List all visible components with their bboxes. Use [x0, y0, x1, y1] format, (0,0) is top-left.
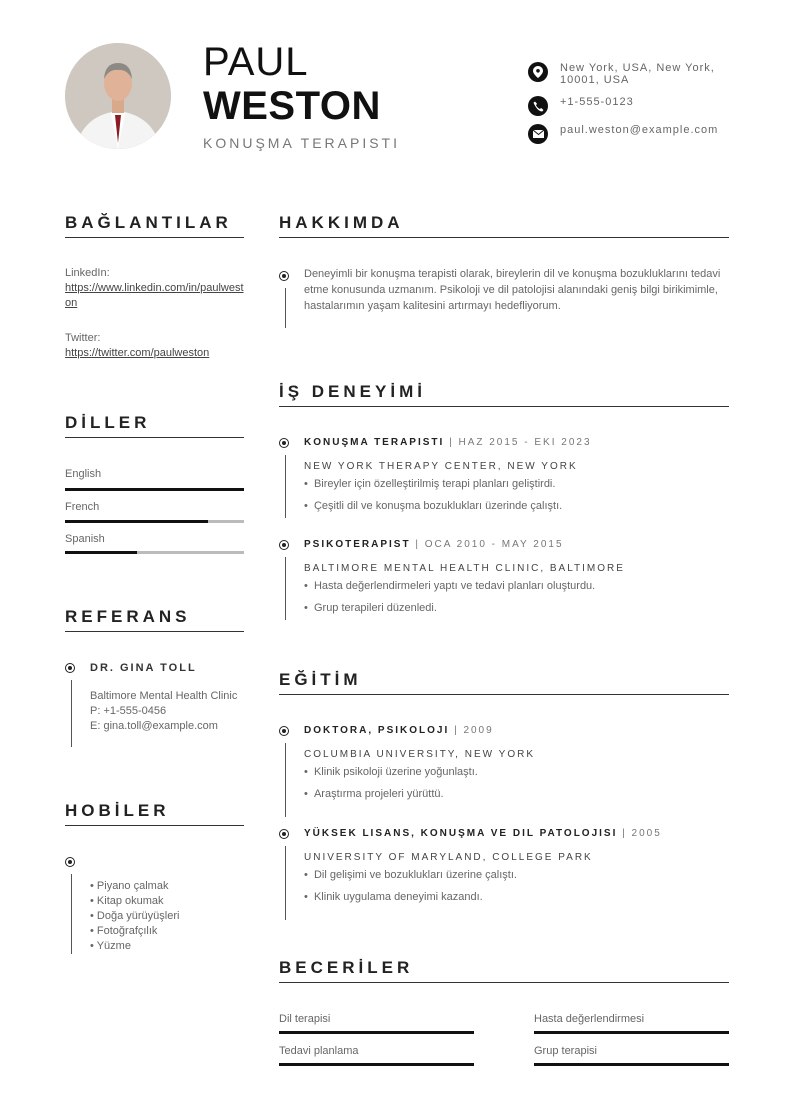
education-degree: YÜKSEK LISANS, KONUŞMA VE DIL PATOLOJISI [304, 828, 618, 839]
language-name: English [65, 468, 102, 480]
education-bullet: • Klinik uygulama deneyimi kazandı. [304, 891, 483, 903]
job-title-text: KONUŞMA TERAPISTI [304, 437, 445, 448]
twitter-link[interactable]: https://twitter.com/paulweston [65, 347, 210, 359]
education-title-row [304, 828, 662, 839]
contact-phone-text: +1-555-0123 [560, 96, 634, 108]
phone-icon [528, 96, 548, 116]
timeline-marker [279, 829, 289, 839]
education-bullet: • Klinik psikoloji üzerine yoğunlaştı. [304, 766, 478, 778]
skill-bar [534, 1063, 729, 1066]
skill-name: Tedavi planlama [279, 1045, 359, 1057]
education-bullet-text: Klinik uygulama deneyimi kazandı. [313, 891, 483, 903]
education-school: UNIVERSITY OF MARYLAND, COLLEGE PARK [304, 852, 593, 863]
job-bullet: • Hasta değerlendirmeleri yaptı ve tedavi planları oluşturdu. [304, 580, 596, 592]
twitter-label: Twitter: [65, 332, 101, 344]
hobbies-rule [65, 825, 244, 826]
hobby-item: • Doğa yürüyüşleri [90, 910, 180, 922]
timeline-line [71, 874, 72, 954]
language-bar-track [65, 520, 244, 523]
links-rule [65, 237, 244, 238]
skills-title: BECERİLER [279, 958, 414, 977]
timeline-line [285, 846, 286, 920]
hobby-item: • Kitap okumak [90, 895, 164, 907]
reference-name: DR. GINA TOLL [90, 662, 197, 674]
contact-email [528, 124, 730, 144]
location-icon [528, 62, 548, 82]
job-bullet: • Çeşitli dil ve konuşma bozuklukları üzerinde çalıştı. [304, 500, 563, 512]
timeline-line [71, 680, 72, 747]
mail-icon [528, 124, 548, 144]
hobby-item: • Fotoğrafçılık [90, 925, 158, 937]
timeline-marker [279, 438, 289, 448]
linkedin-block [65, 266, 244, 311]
education-date: | 2005 [622, 828, 662, 839]
hobby-item: • Piyano çalmak [90, 880, 169, 892]
hobbies-list [90, 879, 179, 954]
timeline-line [285, 288, 286, 328]
reference-org: Baltimore Mental Health Clinic [90, 690, 238, 702]
language-bar-fill [65, 551, 137, 554]
education-date: | 2009 [454, 725, 494, 736]
about-title: HAKKIMDA [279, 213, 404, 232]
timeline-marker [65, 663, 75, 673]
job-org: NEW YORK THERAPY CENTER, NEW YORK [304, 461, 578, 472]
job-bullet-text: Hasta değerlendirmeleri yaptı ve tedavi planları oluşturdu. [313, 580, 596, 592]
timeline-marker [279, 540, 289, 550]
skill-bar [279, 1031, 474, 1034]
hobbies-title: HOBİLER [65, 801, 170, 820]
experience-title: İŞ DENEYİMİ [279, 382, 426, 401]
links-title: BAĞLANTILAR [65, 213, 232, 232]
skill-name: Grup terapisi [534, 1045, 597, 1057]
first-name: PAUL [203, 40, 309, 84]
job-title-text: PSIKOTERAPIST [304, 539, 411, 550]
timeline-marker [65, 857, 75, 867]
skill-bar [534, 1031, 729, 1034]
skill-name: Hasta değerlendirmesi [534, 1013, 645, 1025]
timeline-line [285, 557, 286, 620]
timeline-line [285, 455, 286, 518]
timeline-marker [279, 726, 289, 736]
language-bar-track [65, 488, 244, 491]
about-text: Deneyimli bir konuşma terapisti olarak, bireylerin dil ve konuşma bozukluklarını tedavi etme konusunda uzmanım. Psikoloji ve dil patolojisi alanındaki geniş bilgi birikimimle, hastalarımın yaşam kalitesini artırmayı hedefliyorum. [304, 268, 721, 312]
education-rule [279, 694, 729, 695]
reference-email: E: gina.toll@example.com [90, 720, 218, 732]
job-bullet-text: Grup terapileri düzenledi. [313, 602, 437, 614]
job-bullet: • Bireyler için özelleştirilmiş terapi planları geliştirdi. [304, 478, 556, 490]
contact-email-text: paul.weston@example.com [560, 124, 719, 136]
job-bullet: • Grup terapileri düzenledi. [304, 602, 437, 614]
education-bullet-text: Klinik psikoloji üzerine yoğunlaştı. [313, 766, 478, 778]
timeline-marker [279, 271, 289, 281]
job-role: KONUŞMA TERAPISTI [203, 135, 400, 151]
twitter-block [65, 331, 244, 361]
linkedin-label: LinkedIn: [65, 267, 110, 279]
timeline-line [285, 743, 286, 817]
linkedin-link[interactable]: https://www.linkedin.com/in/paulweston [65, 282, 244, 309]
reference-phone: P: +1-555-0456 [90, 705, 167, 717]
profile-photo [65, 43, 171, 149]
job-org: BALTIMORE MENTAL HEALTH CLINIC, BALTIMORE [304, 563, 625, 574]
reference-details [90, 689, 240, 734]
language-bar-track [65, 551, 244, 554]
skills-rule [279, 982, 729, 983]
about-rule [279, 237, 729, 238]
hobby-item: • Yüzme [90, 940, 131, 952]
job-bullet-text: Çeşitli dil ve konuşma bozuklukları üzerinde çalıştı. [313, 500, 563, 512]
contact-phone [528, 96, 730, 116]
job-title [304, 437, 592, 448]
language-name: French [65, 501, 100, 513]
languages-rule [65, 437, 244, 438]
skill-bar [279, 1063, 474, 1066]
education-bullet-text: Dil gelişimi ve bozuklukları üzerine çalıştı. [313, 869, 517, 881]
references-title: REFERANS [65, 607, 191, 626]
education-bullet: • Araştırma projeleri yürüttü. [304, 788, 444, 800]
education-title-row [304, 725, 494, 736]
job-date: | OCA 2010 - MAY 2015 [415, 539, 564, 550]
contact-location [528, 62, 730, 86]
language-bar-fill [65, 520, 208, 523]
job-bullet-text: Bireyler için özelleştirilmiş terapi planları geliştirdi. [313, 478, 556, 490]
job-date: | HAZ 2015 - EKI 2023 [449, 437, 592, 448]
contact-address: New York, USA, New York, 10001, USA [560, 62, 715, 86]
languages-title: DİLLER [65, 413, 151, 432]
skill-name: Dil terapisi [279, 1013, 331, 1025]
language-name: Spanish [65, 533, 105, 545]
education-degree: DOKTORA, PSIKOLOJI [304, 725, 450, 736]
job-title [304, 539, 564, 550]
education-bullet: • Dil gelişimi ve bozuklukları üzerine çalıştı. [304, 869, 517, 881]
references-rule [65, 631, 244, 632]
education-title: EĞİTİM [279, 670, 362, 689]
education-school: COLUMBIA UNIVERSITY, NEW YORK [304, 749, 536, 760]
education-bullet-text: Araştırma projeleri yürüttü. [313, 788, 444, 800]
experience-rule [279, 406, 729, 407]
last-name: WESTON [203, 84, 381, 128]
language-bar-fill [65, 488, 244, 491]
